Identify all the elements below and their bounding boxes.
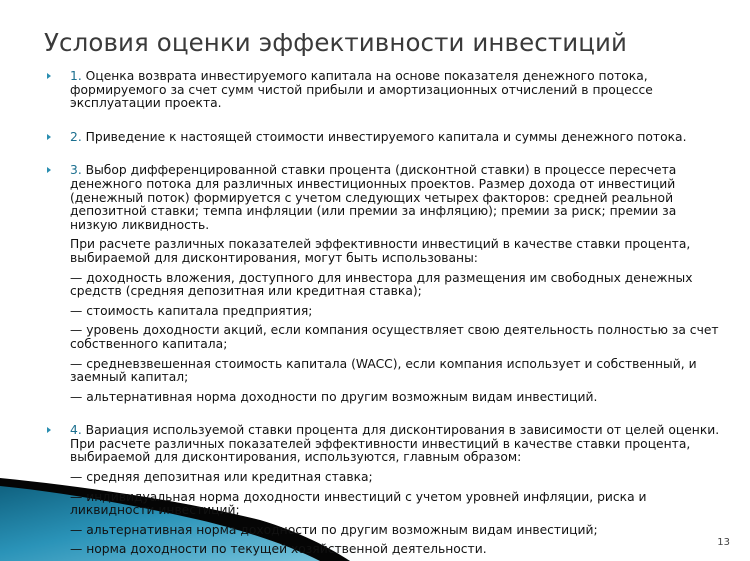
sub-item: — стоимость капитала предприятия;	[70, 303, 313, 318]
list-item-4	[44, 424, 724, 557]
sub-item: — индивидуальная норма доходности инвестиций с учетом уровней инфляции, риска и ликвидности инвестиций;	[70, 489, 647, 518]
bullet-triangle-icon	[47, 73, 51, 79]
bullet-triangle-icon	[47, 167, 51, 173]
item-number: 3.	[70, 163, 82, 178]
sub-item: — уровень доходности акций, если компания осуществляет свою деятельность полностью за счет собственного капитала;	[70, 323, 719, 351]
item-text: Приведение к настоящей стоимости инвестируемого капитала и суммы денежного потока.	[81, 129, 687, 144]
item-text: Оценка возврата инвестируемого капитала на основе показателя денежного потока, формируемого за счет сумм чистой прибыли и амортизационных отчислений в процессе эксплуатации проекта.	[70, 69, 653, 111]
bullet-triangle-icon	[47, 134, 51, 140]
sub-item: — средневзвешенная стоимость капитала (WACC), если компания использует и собственный, и заемный капитал;	[70, 356, 697, 385]
item-text: Вариация используемой ставки процента для дисконтирования в зависимости от целей оценки. При расчете различных показателей эффективности инвестиций в качестве ставки процента, выбираемой для дисконтирования, используются, главным образом:	[70, 423, 720, 465]
sub-item: — средняя депозитная или кредитная ставка;	[70, 470, 373, 485]
sub-item: — норма доходности по текущей хозяйственной деятельности.	[70, 542, 487, 557]
bullet-triangle-icon	[47, 427, 51, 433]
list-item-3	[44, 164, 724, 404]
slide-title: Условия оценки эффективности инвестиций	[44, 28, 628, 57]
page-number: 13	[717, 537, 730, 548]
item-text: Выбор дифференцированной ставки процента (дисконтной ставки) в процессе пересчета денежного потока для различных инвестиционных проектов. Размер дохода от инвестиций (денежный поток) формируется с учетом следующих четырех факторов: средней реальной депозитной ставки; темпа инфляции (или премии за инфляцию); премии за риск; премии за низкую ликвидность.	[70, 163, 677, 232]
sub-intro: При расчете различных показателей эффективности инвестиций в качестве ставки процента, выбираемой для дисконтирования, могут быть использованы:	[70, 237, 691, 265]
item-number: 4.	[70, 423, 82, 438]
sub-item: — альтернативная норма доходности по другим возможным видам инвестиций.	[70, 389, 598, 404]
list-item-2	[44, 131, 724, 145]
item-number: 1.	[70, 69, 82, 83]
sub-item: — альтернативная норма доходности по другим возможным видам инвестиций;	[70, 522, 598, 537]
slide-content	[44, 70, 724, 557]
item-number: 2.	[70, 129, 82, 144]
list-item-1	[44, 70, 724, 111]
sub-item: — доходность вложения, доступного для инвестора для размещения им свободных денежных средств (средняя депозитная или кредитная ставка);	[70, 270, 693, 299]
